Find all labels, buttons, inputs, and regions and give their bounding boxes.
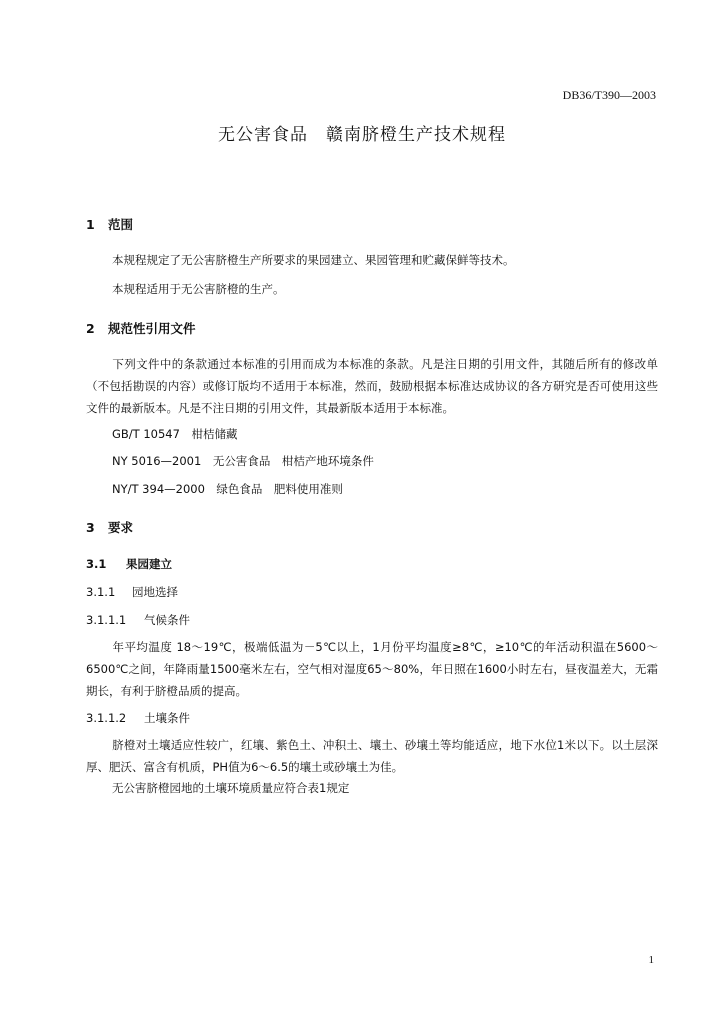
paragraph-text: 下列文件中的条款通过本标准的引用而成为本标准的条款。凡是注日期的引用文件，其随后所有的修改单（不包括勘误的内容）或修订版均不适用于本标准，然而，鼓励根据本标准达成协议的各方研究是否可使用这些文件的最新版本。凡是不注日期的引用文件，其最新版本适用于本标准。 <box>86 357 658 415</box>
section-3-1-heading <box>86 556 172 572</box>
section-title: 土壤条件 <box>144 711 190 725</box>
paragraph-text: 本规程规定了无公害脐橙生产所要求的果园建立、果园管理和贮藏保鲜等技术。 <box>112 253 515 267</box>
paragraph-text: 年平均温度 18～19℃，极端低温为－5℃以上，1月份平均温度≥8℃，≥10℃的年活动积温在5600～6500℃之间，年降雨量1500毫米左右，空气相对湿度65～80%，年日照在1600小时左右，昼夜温差大，无霜期长，有利于脐橙品质的提高。 <box>86 640 658 698</box>
paragraph-text: 脐橙对土壤适应性较广，红壤、紫色土、冲积土、壤土、砂壤土等均能适应，地下水位1米以下。以土层深厚、肥沃、富含有机质，PH值为6～6.5的壤土或砂壤土为佳。 <box>86 738 658 774</box>
climate-paragraph <box>86 636 658 702</box>
section-number: 3 <box>86 520 95 535</box>
section-3-1-1-2-heading <box>86 710 190 726</box>
paragraph-text: 无公害脐橙园地的土壤环境质量应符合表1规定 <box>112 781 350 795</box>
section-title: 规范性引用文件 <box>108 321 196 336</box>
standard-code: DB36/T390—2003 <box>562 88 656 102</box>
section-1-paragraph-1 <box>86 249 658 271</box>
paragraph-text: 本规程适用于无公害脐橙的生产。 <box>112 282 285 296</box>
section-number: 3.1.1 <box>86 585 116 599</box>
normative-reference: NY 5016—2001 无公害食品 柑桔产地环境条件 <box>112 454 374 468</box>
section-3-1-1-1-heading <box>86 612 190 628</box>
soil-paragraph-1 <box>86 734 658 778</box>
normative-reference: NY/T 394—2000 绿色食品 肥料使用准则 <box>112 482 343 496</box>
soil-paragraph-2 <box>86 777 658 799</box>
normative-reference: GB/T 10547 柑桔储藏 <box>112 427 238 441</box>
document-title: 无公害食品 赣南脐橙生产技术规程 <box>218 125 506 145</box>
section-title: 园地选择 <box>132 585 178 599</box>
section-number: 3.1.1.1 <box>86 613 127 627</box>
section-1-heading <box>86 215 133 233</box>
section-2-heading <box>86 319 196 337</box>
section-3-heading <box>86 518 133 536</box>
section-number: 3.1.1.2 <box>86 711 127 725</box>
section-number: 3.1 <box>86 557 107 571</box>
section-2-paragraph <box>86 353 658 419</box>
page-number: 1 <box>648 954 654 966</box>
section-title: 果园建立 <box>126 557 172 571</box>
section-1-paragraph-2 <box>86 278 658 300</box>
section-3-1-1-heading <box>86 584 178 600</box>
section-title: 范围 <box>108 217 134 232</box>
section-number: 2 <box>86 321 95 336</box>
section-title: 要求 <box>108 520 134 535</box>
section-title: 气候条件 <box>144 613 190 627</box>
section-number: 1 <box>86 217 95 232</box>
